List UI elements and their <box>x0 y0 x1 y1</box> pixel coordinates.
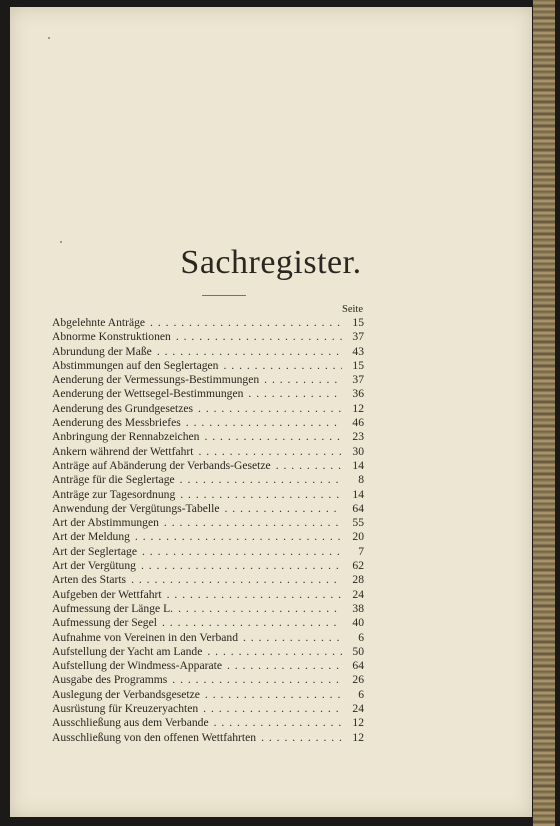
index-entry <box>52 688 364 702</box>
index-entry-page: 8 <box>358 473 364 487</box>
index-entry-label: Anträge für die Seglertage <box>52 473 175 487</box>
index-entry <box>52 445 364 459</box>
dot-leader <box>259 373 342 387</box>
index-entry <box>52 545 364 559</box>
index-entry <box>52 488 364 502</box>
index-entry-page: 62 <box>352 559 364 573</box>
book-spine-edge <box>533 0 555 826</box>
index-entry-page: 6 <box>358 687 364 701</box>
index-entry-label: Aufmessung der Segel <box>52 616 157 630</box>
index-entry-label: Aufstellung der Yacht am Lande <box>52 644 203 658</box>
index-entry-label: Aufstellung der Windmess-Apparate <box>52 659 222 673</box>
index-entry-page: 24 <box>352 587 364 601</box>
index-entry-page: 50 <box>352 644 364 658</box>
index-entry-label: Aenderung des Messbriefes <box>52 416 181 430</box>
dot-leader <box>218 359 342 373</box>
index-entry-label: Aufgeben der Wettfahrt <box>52 587 162 601</box>
index-entry-page: 46 <box>352 416 364 430</box>
index-entry <box>52 588 364 602</box>
index-entry <box>52 659 364 673</box>
index-entry <box>52 559 364 573</box>
index-entry-label: Art der Seglertage <box>52 544 137 558</box>
dot-leader <box>198 702 342 716</box>
index-entry <box>52 602 364 616</box>
index-entry-label: Aenderung der Vermessungs-Bestimmungen <box>52 373 260 387</box>
dot-leader <box>152 345 342 359</box>
index-entry-label: Abstimmungen auf den Seglertagen <box>52 358 219 372</box>
dot-leader <box>137 545 342 559</box>
dot-leader <box>222 659 342 673</box>
index-entry-label: Art der Abstimmungen <box>52 516 159 530</box>
title-divider <box>202 295 246 296</box>
paper-speck <box>48 37 50 39</box>
index-entry-page: 36 <box>352 387 364 401</box>
dot-leader <box>173 602 342 616</box>
index-entry-label: Abrundung der Maße <box>52 344 152 358</box>
dot-leader <box>199 430 342 444</box>
index-entry-label: Aenderung des Grundgesetzes <box>52 401 194 415</box>
index-entry-page: 43 <box>352 344 364 358</box>
index-entry-label: Abnorme Konstruktionen <box>52 330 171 344</box>
dot-leader <box>145 316 342 330</box>
dot-leader <box>126 573 342 587</box>
index-entry-label: Anbringung der Rennabzeichen <box>52 430 200 444</box>
index-entry <box>52 616 364 630</box>
dot-leader <box>202 645 342 659</box>
index-entry <box>52 430 364 444</box>
index-entry-page: 14 <box>352 458 364 472</box>
index-entry <box>52 316 364 330</box>
index-entry-label: Aenderung der Wettsegel-Bestimmungen <box>52 387 244 401</box>
index-entry <box>52 345 364 359</box>
index-entry-page: 6 <box>358 630 364 644</box>
index-entry-page: 23 <box>352 430 364 444</box>
dot-leader <box>136 559 342 573</box>
dot-leader <box>157 616 342 630</box>
index-list <box>52 316 364 745</box>
dot-leader <box>219 502 342 516</box>
index-entry <box>52 702 364 716</box>
index-entry-label: Ankern während der Wettfahrt <box>52 444 194 458</box>
index-entry-page: 7 <box>358 544 364 558</box>
index-entry-page: 12 <box>352 401 364 415</box>
dot-leader <box>271 459 342 473</box>
index-entry <box>52 516 364 530</box>
index-entry <box>52 502 364 516</box>
dot-leader <box>209 716 342 730</box>
index-entry-page: 64 <box>352 501 364 515</box>
index-entry <box>52 673 364 687</box>
index-entry-page: 30 <box>352 444 364 458</box>
index-entry <box>52 330 364 344</box>
index-entry <box>52 387 364 401</box>
index-entry-page: 20 <box>352 530 364 544</box>
index-entry-page: 14 <box>352 487 364 501</box>
index-entry-page: 12 <box>352 730 364 744</box>
index-entry-label: Anwendung der Vergütungs-Tabelle <box>52 501 220 515</box>
dot-leader <box>181 416 342 430</box>
dot-leader <box>175 473 342 487</box>
dot-leader <box>171 330 342 344</box>
index-entry <box>52 573 364 587</box>
index-entry-label: Auslegung der Verbandsgesetze <box>52 687 200 701</box>
page-title: Sachregister. <box>180 244 362 281</box>
index-entry-page: 15 <box>352 316 364 329</box>
index-entry-label: Aufmessung der Länge L. <box>52 601 174 615</box>
index-entry <box>52 645 364 659</box>
index-entry-page: 12 <box>352 716 364 730</box>
dot-leader <box>130 530 342 544</box>
index-entry-label: Abgelehnte Anträge <box>52 316 146 329</box>
paper-speck <box>60 241 62 243</box>
index-entry-label: Anträge zur Tagesordnung <box>52 487 176 501</box>
index-entry-page: 24 <box>352 702 364 716</box>
index-entry <box>52 416 364 430</box>
index-entry-label: Arten des Starts <box>52 573 127 587</box>
index-entry <box>52 716 364 730</box>
dot-leader <box>159 516 342 530</box>
index-entry <box>52 530 364 544</box>
index-entry-page: 28 <box>352 573 364 587</box>
page-column-header: Seite <box>342 304 363 315</box>
index-entry <box>52 473 364 487</box>
dot-leader <box>238 631 342 645</box>
index-entry-page: 15 <box>352 358 364 372</box>
index-entry-page: 38 <box>352 601 364 615</box>
index-entry-label: Ausrüstung für Kreuzeryachten <box>52 702 199 716</box>
index-entry-page: 37 <box>352 330 364 344</box>
dot-leader <box>167 673 342 687</box>
dot-leader <box>162 588 342 602</box>
dot-leader <box>193 445 342 459</box>
dot-leader <box>193 402 342 416</box>
index-entry-label: Ausgabe des Programms <box>52 673 168 687</box>
index-entry-label: Ausschließung aus dem Verbande <box>52 716 209 730</box>
index-entry <box>52 459 364 473</box>
index-entry <box>52 731 364 745</box>
dot-leader <box>175 488 342 502</box>
index-entry-label: Ausschließung von den offenen Wettfahrten <box>52 730 257 744</box>
dot-leader <box>200 688 342 702</box>
index-entry-page: 40 <box>352 616 364 630</box>
index-entry-page: 26 <box>352 673 364 687</box>
index-entry <box>52 359 364 373</box>
index-entry-label: Art der Meldung <box>52 530 130 544</box>
dot-leader <box>256 731 342 745</box>
index-entry-page: 55 <box>352 516 364 530</box>
index-entry <box>52 631 364 645</box>
index-entry-label: Anträge auf Abänderung der Verbands-Gesetze <box>52 458 271 472</box>
index-entry-page: 64 <box>352 659 364 673</box>
index-entry <box>52 402 364 416</box>
index-entry-label: Art der Vergütung <box>52 559 136 573</box>
index-entry-label: Aufnahme von Vereinen in den Verband <box>52 630 238 644</box>
index-entry <box>52 373 364 387</box>
index-entry-page: 37 <box>352 373 364 387</box>
dot-leader <box>243 387 342 401</box>
